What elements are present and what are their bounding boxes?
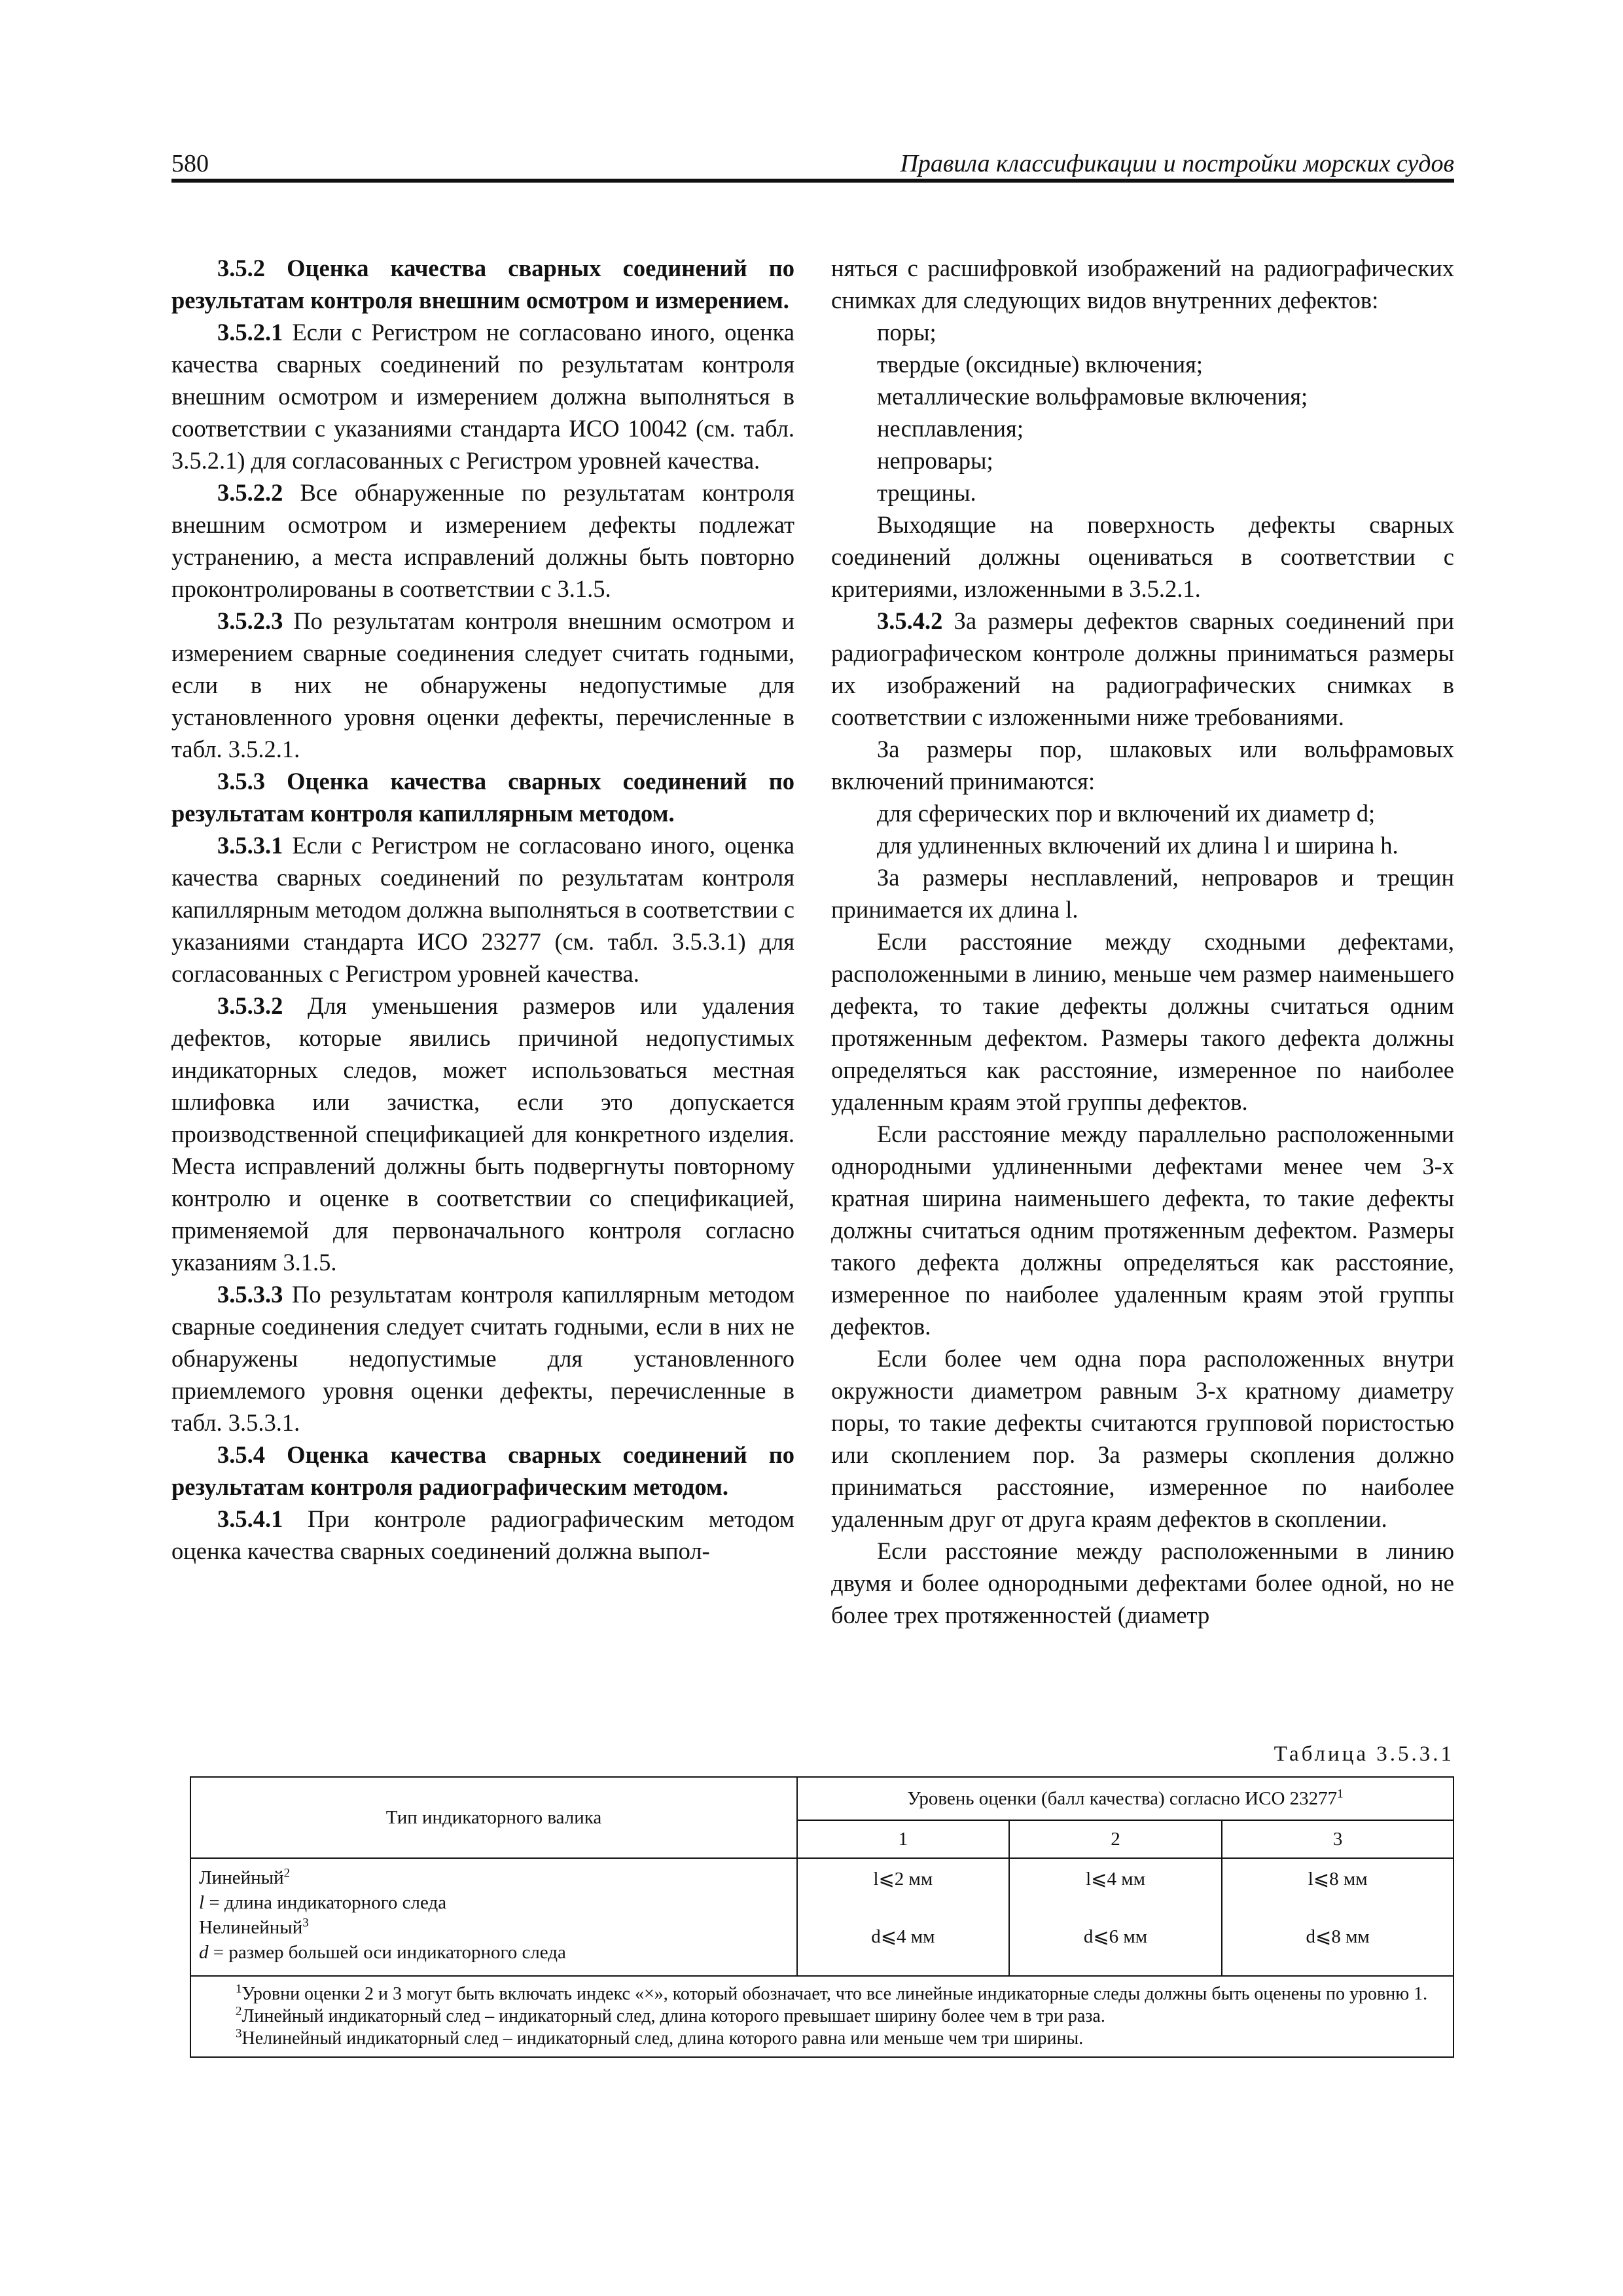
paragraph-text: твердые (оксидные) включения; xyxy=(877,351,1204,378)
paragraph-text: поры; xyxy=(877,319,936,346)
paragraph-text: Для уменьшения размеров или удаления дефектов, которые явились причиной недопустимых индикаторных следов, может использоваться местная шлифовка или зачистка, если это допускается производственной спецификацией для конкретного изделия. Места исправлений должны быть подвергнуты повторному контролю и оценке в соответствии со спецификацией, применяемой для первоначального контроля согласно указаниям 3.1.5. xyxy=(171,992,794,1276)
paragraph-text: металлические вольфрамовые включения; xyxy=(877,383,1308,410)
clause-number: 3.5.3.3 xyxy=(217,1281,283,1308)
paragraph-text: Оценка качества сварных соединений по результатам контроля радиографическим методом. xyxy=(171,1441,794,1500)
list-item xyxy=(831,316,1454,348)
paragraph-text: непровары; xyxy=(877,447,993,474)
list-item xyxy=(831,444,1454,476)
clause-number: 3.5.3.2 xyxy=(217,992,283,1019)
clause-number: 3.5.2 xyxy=(217,255,265,281)
paragraph-text: трещины. xyxy=(877,479,976,506)
paragraph-text: За размеры пор, шлаковых или вольфрамовых включений принимаются: xyxy=(831,736,1454,795)
type-linear: Линейный$^2$ xyxy=(199,1866,291,1888)
paragraph xyxy=(831,925,1454,1118)
paragraph-text: Если более чем одна пора расположенных внутри окружности диаметром равным 3-х кратному диаметру поры, то такие дефекты считаются групповой пористостью или скоплением пор. За размеры скопления должно приниматься расстояние, измеренное по наиболее удаленным друг от друга краям дефектов в скоплении. xyxy=(831,1345,1454,1532)
running-title: Правила классификации и постройки морских судов xyxy=(900,150,1454,177)
paragraph xyxy=(831,797,1454,829)
penetrant-indication-acceptance-table xyxy=(190,1776,1454,2058)
paragraph-continuation xyxy=(831,252,1454,316)
list-item xyxy=(831,380,1454,412)
paragraph-text: Оценка качества сварных соединений по результатам контроля капиллярным методом. xyxy=(171,768,794,827)
list-item xyxy=(831,348,1454,380)
paragraph-text: Выходящие на поверхность дефекты сварных соединений должны оцениваться в соответствии с критериями, изложенными в 3.5.2.1. xyxy=(831,511,1454,602)
list-item xyxy=(831,412,1454,444)
clause-number: 3.5.2.2 xyxy=(217,479,283,506)
level-3-nonlinear-limit: d⩽8 мм xyxy=(1306,1926,1370,1947)
paragraph-text: За размеры несплавлений, непроваров и трещин принимается их длина l. xyxy=(831,864,1454,923)
paragraph-text: для удлиненных включений их длина l и ширина h. xyxy=(877,832,1399,859)
right-text-column xyxy=(831,252,1454,1631)
paragraph-text: несплавления; xyxy=(877,415,1024,442)
level-1-linear-limit: l⩽2 мм xyxy=(873,1869,933,1890)
level-3-linear-limit: l⩽8 мм xyxy=(1308,1869,1368,1890)
paragraph-text: Все обнаруженные по результатам контроля внешним осмотром и измерением дефекты подлежат устранению, а места исправлений должны быть повторно проконтролированы в соответствии с 3.1.5. xyxy=(171,479,794,602)
type-nonlinear-definition: d = размер большей оси индикаторного следа xyxy=(199,1942,566,1963)
paragraph-text: для сферических пор и включений их диаметр d; xyxy=(877,800,1376,827)
level-header-footnote-ref: 1 xyxy=(1337,1787,1344,1801)
clause-number: 3.5.4.1 xyxy=(217,1505,283,1532)
level-2-linear-limit: l⩽4 мм xyxy=(1086,1869,1145,1890)
paragraph xyxy=(171,605,794,765)
paragraph-text: Если с Регистром не согласовано иного, оценка качества сварных соединений по результатам контроля капиллярным методом должна выполняться в соответствии с указаниями стандарта ИСО 23277 (см. табл. 3.5.3.1) для согласованных с Регистром уровней качества. xyxy=(171,832,794,987)
footnote-3: $^3$Нелинейный индикаторный след – индикаторный след, длина которого равна или меньше чем три ширины. xyxy=(236,2026,1084,2049)
paragraph-text: Если с Регистром не согласовано иного, оценка качества сварных соединений по результатам контроля внешним осмотром и измерением должна выполняться в соответствии с указаниями стандарта ИСО 10042 (см. табл. 3.5.2.1) для согласованных с Регистром уровней качества. xyxy=(171,319,794,474)
type-linear-definition: l = длина индикаторного следа xyxy=(199,1892,447,1913)
indication-type-cell xyxy=(190,1858,797,1976)
paragraph xyxy=(171,476,794,605)
paragraph xyxy=(171,316,794,476)
page-header xyxy=(171,145,1454,181)
paragraph xyxy=(171,990,794,1278)
clause-number: 3.5.2.1 xyxy=(217,319,283,346)
level-1-nonlinear-limit: d⩽4 мм xyxy=(871,1926,935,1947)
paragraph xyxy=(831,1535,1454,1631)
level-1-header: 1 xyxy=(797,1820,1009,1858)
level-header: Уровень оценки (балл качества) согласно ИСО 23277 xyxy=(907,1788,1338,1809)
footnote-1: $^1$Уровни оценки 2 и 3 могут быть включать индекс «×», который обозначает, что все линейные индикаторные следы должны быть оценены по уровню 1. xyxy=(236,1982,1428,2004)
paragraph-text: При контроле радиографическим методом оценка качества сварных соединений должна выпол- xyxy=(171,1505,794,1564)
paragraph xyxy=(831,829,1454,861)
paragraph xyxy=(171,1278,794,1439)
level-2-header: 2 xyxy=(1009,1820,1222,1858)
paragraph-text: По результатам контроля внешним осмотром и измерением сварные соединения следует считать годными, если в них не обнаружены недопустимые для установленного уровня оценки дефекты, перечисленные в табл. 3.5.2.1. xyxy=(171,607,794,762)
level-header-cell xyxy=(797,1777,1454,1820)
paragraph xyxy=(831,605,1454,733)
level-3-header: 3 xyxy=(1222,1820,1454,1858)
paragraph-text: няться с расшифровкой изображений на радиографических снимках для следующих видов внутренних дефектов: xyxy=(831,255,1454,314)
clause-number: 3.5.4 xyxy=(217,1441,265,1468)
footnote-2: $^2$Линейный индикаторный след – индикаторный след, длина которого превышает ширину более чем в три раза. xyxy=(236,2004,1105,2026)
paragraph xyxy=(171,829,794,990)
paragraph xyxy=(831,1342,1454,1535)
list-item xyxy=(831,476,1454,509)
type-nonlinear: Нелинейный$^3$ xyxy=(199,1916,309,1938)
paragraph-text: По результатам контроля капиллярным методом сварные соединения следует считать годными, если в них не обнаружены недопустимые для установленного приемлемого уровня оценки дефекты, перечисленные в табл. 3.5.3.1. xyxy=(171,1281,794,1436)
table-footnotes xyxy=(190,1976,1454,2057)
paragraph xyxy=(831,1118,1454,1342)
page-number: 580 xyxy=(171,150,209,177)
header-rule xyxy=(171,179,1454,183)
clause-number: 3.5.4.2 xyxy=(877,607,943,634)
paragraph-text: За размеры дефектов сварных соединений при радиографическом контроле должны приниматься размеры их изображений на радиографических снимках в соответствии с изложенными ниже требованиями. xyxy=(831,607,1454,730)
left-text-column xyxy=(171,252,794,1567)
level-2-nonlinear-limit: d⩽6 мм xyxy=(1083,1926,1148,1947)
paragraph xyxy=(831,733,1454,797)
table-caption: Таблица 3.5.3.1 xyxy=(1274,1742,1454,1766)
paragraph xyxy=(831,861,1454,925)
paragraph-text: Оценка качества сварных соединений по результатам контроля внешним осмотром и измерением. xyxy=(171,255,794,314)
paragraph xyxy=(171,1503,794,1567)
level-2-values xyxy=(1009,1858,1222,1976)
paragraph-text: Если расстояние между сходными дефектами, расположенными в линию, меньше чем размер наименьшего дефекта, то такие дефекты должны считаться одним протяженным дефектом. Размеры такого дефекта должны определяться как расстояние, измеренное по наиболее удаленным краям этой группы дефектов. xyxy=(831,928,1454,1115)
clause-number: 3.5.3 xyxy=(217,768,265,795)
clause-number: 3.5.3.1 xyxy=(217,832,283,859)
paragraph-text: Если расстояние между параллельно расположенными однородными удлиненными дефектами менее чем 3-х кратная ширина наименьшего дефекта, то такие дефекты должны считаться одним протяженным дефектом. Размеры такого дефекта должны определяться как расстояние, измеренное по наиболее удаленным краям этой группы дефектов. xyxy=(831,1121,1454,1340)
type-header-cell xyxy=(190,1777,797,1858)
clause-number: 3.5.2.3 xyxy=(217,607,283,634)
type-header: Тип индикаторного валика xyxy=(385,1807,602,1828)
paragraph xyxy=(831,509,1454,605)
section-heading xyxy=(171,1439,794,1503)
paragraph-text: Если расстояние между расположенными в линию двумя и более однородными дефектами более одной, но не более трех протяженностей (диаметр xyxy=(831,1537,1454,1628)
section-heading xyxy=(171,252,794,316)
level-3-values xyxy=(1222,1858,1454,1976)
level-1-values xyxy=(797,1858,1009,1976)
section-heading xyxy=(171,765,794,829)
